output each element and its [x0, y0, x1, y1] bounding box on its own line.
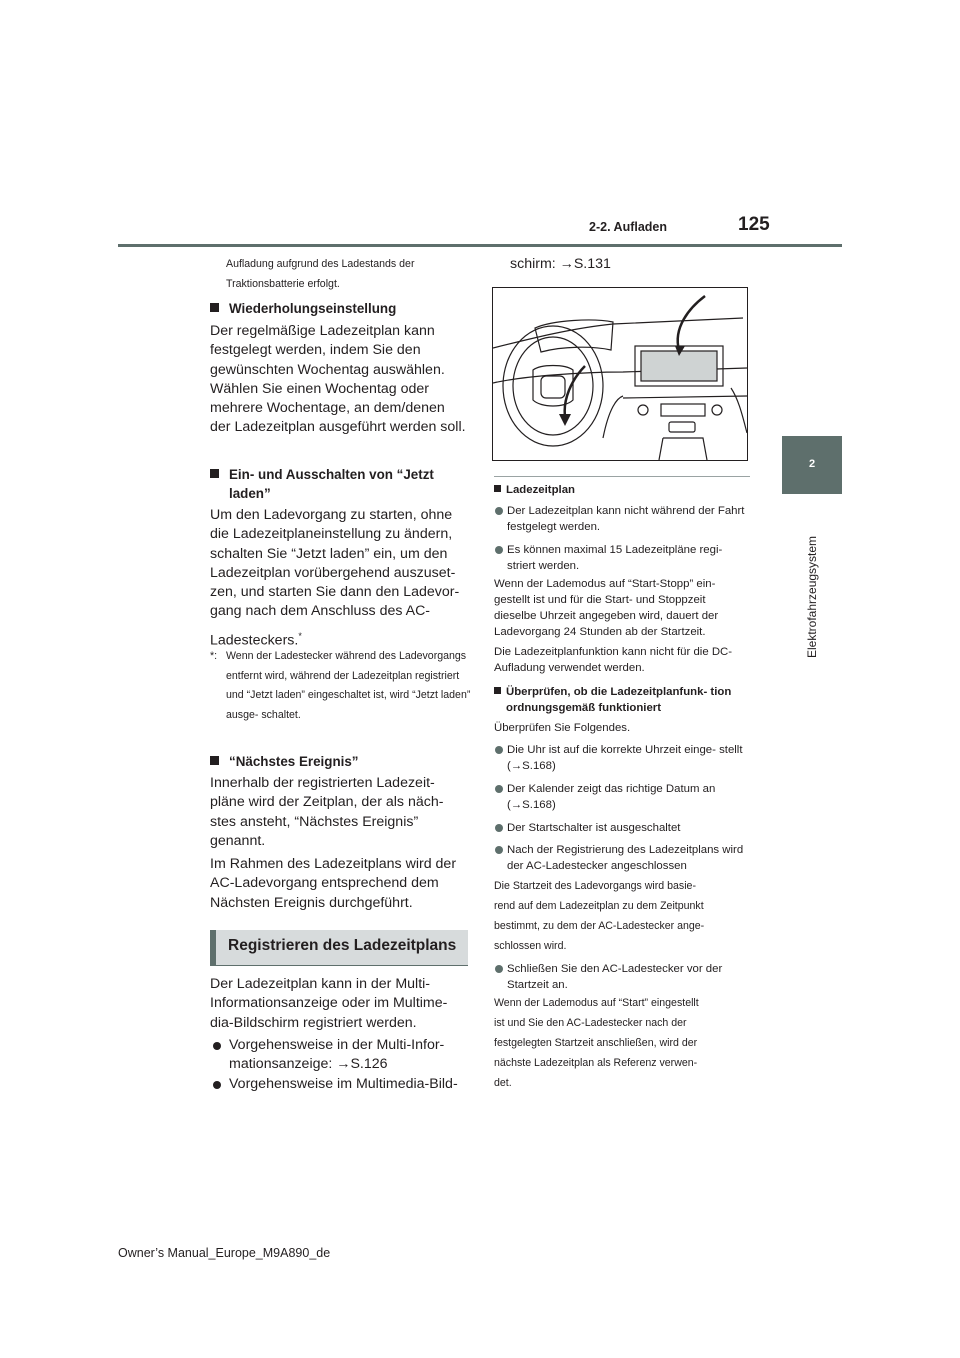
square-bullet-icon — [494, 687, 501, 694]
figure-rule — [494, 476, 750, 477]
section-title: Registrieren des Ladezeitplans — [228, 937, 457, 954]
bullet-item: Schließen Sie den AC-Ladestecker vor der Startzeit an. — [494, 961, 750, 993]
bullet-dot-icon — [213, 1081, 221, 1089]
paragraph: Der Ladezeitplan kann in der Multi- Informationsanzeige oder im Multime- dia-Bildschirm registriert werden. — [210, 976, 448, 1031]
intro-note-line: Traktionsbatterie erfolgt. — [226, 277, 340, 290]
paragraph: Wenn der Lademodus auf “Start” eingestellt ist und Sie den AC-Ladestecker nach der festgelegten Startzeit anschließen, wird der nächste Ladezeitplan als Referenz verwen- det. — [494, 997, 699, 1089]
bullet-dot-icon — [495, 546, 503, 554]
bullet-item: Nach der Registrierung des Ladezeitplans wird der AC-Ladestecker angeschlossen — [494, 842, 750, 874]
continued-text: schirm: →S.131 — [510, 256, 611, 272]
paragraph: Um den Ladevorgang zu starten, ohne die Ladezeitplaneinstellung zu ändern, schalten Sie “Jetzt laden” ein, um den Ladezeitplan vorübergehend auszuset- zen, und starten Sie dann den Ladevor- gang nach dem Anschluss des AC- Ladesteckers.* — [210, 507, 460, 649]
square-bullet-icon — [210, 756, 219, 765]
bullet-item: Die Uhr ist auf die korrekte Uhrzeit einge- stellt (→S.168) — [494, 742, 750, 774]
bullet-item: Der Ladezeitplan kann nicht während der Fahrt festgelegt werden. — [494, 503, 750, 535]
dashboard-illustration-svg — [493, 288, 747, 460]
bullet-dot-icon — [213, 1042, 221, 1050]
bullet-item: Vorgehensweise im Multimedia-Bild- — [210, 1075, 472, 1094]
subsection-heading: “Nächstes Ereignis” — [210, 752, 472, 771]
header-rule — [118, 244, 842, 247]
subsection-heading: Ladezeitplan — [494, 482, 750, 498]
paragraph: Die Ladezeitplanfunktion kann nicht für die DC-Aufladung verwendet werden. — [494, 646, 733, 674]
bullet-item: Es können maximal 15 Ladezeitpläne regi- striert werden. — [494, 542, 750, 574]
paragraph: Im Rahmen des Ladezeitplans wird der AC-Ladevorgang entsprechend dem Nächsten Ereignis durchgeführt. — [210, 856, 457, 911]
paragraph: Überprüfen Sie Folgendes. — [494, 722, 631, 734]
bullet-item: Der Kalender zeigt das richtige Datum an (→S.168) — [494, 781, 750, 813]
section-heading: 2-2. Aufladen — [589, 220, 668, 234]
footnote-marker: * — [298, 630, 302, 641]
chapter-tab-number: 2 — [808, 458, 816, 470]
dashboard-illustration — [492, 287, 748, 461]
square-bullet-icon — [210, 303, 219, 312]
bullet-dot-icon — [495, 846, 503, 854]
page-number: 125 — [738, 214, 770, 235]
bullet-dot-icon — [495, 965, 503, 973]
section-title-rule — [210, 965, 468, 966]
bullet-dot-icon — [495, 785, 503, 793]
paragraph: Der regelmäßige Ladezeitplan kann festgelegt werden, indem Sie den gewünschten Wochentag auswählen. Wählen Sie einen Wochentag oder mehrere Wochentage, an dem/denen der Ladezeitplan ausgeführt werden soll. — [210, 323, 466, 436]
square-bullet-icon — [494, 485, 501, 492]
bullet-dot-icon — [495, 824, 503, 832]
intro-note — [226, 255, 476, 294]
chapter-tab-label: Elektrofahrzeugsystem — [805, 535, 819, 658]
square-bullet-icon — [210, 469, 219, 478]
bullet-dot-icon — [495, 746, 503, 754]
subsection-heading: Ein- und Ausschalten von “Jetzt laden” — [210, 465, 472, 503]
paragraph: Die Startzeit des Ladevorgangs wird basie- rend auf dem Ladezeitplan zu dem Zeitpunkt bestimmt, zu dem der AC-Ladestecker ange- schlossen wird. — [494, 880, 705, 952]
subsection-heading: Wiederholungseinstellung — [210, 299, 472, 318]
subsection-heading: Überprüfen, ob die Ladezeitplanfunk- tion ordnungsgemäß funktioniert — [494, 684, 750, 716]
section-title-box — [210, 930, 468, 965]
paragraph: Wenn der Lademodus auf “Start-Stopp” ein- gestellt ist und für die Start- und Stoppzeit dieselbe Uhrzeit angegeben wird, dauert der Ladevorgang 24 Stunden ab der Startzeit. — [494, 578, 719, 638]
footnote: *: Wenn der Ladestecker während des Ladevorgangs entfernt wird, während der Ladezeitplan registriert und “Jetzt laden” eingeschaltet ist, wird “Jetzt laden” ausge- schaltet. — [210, 650, 471, 721]
bullet-item: Der Startschalter ist ausgeschaltet — [494, 820, 750, 836]
bullet-dot-icon — [495, 507, 503, 515]
footer-text: Owner’s Manual_Europe_M9A890_de — [118, 1246, 331, 1260]
bullet-item: Vorgehensweise in der Multi-Infor- mationsanzeige: →S.126 — [210, 1036, 468, 1075]
paragraph: Innerhalb der registrierten Ladezeit- pläne wird der Zeitplan, der als näch- stes ansteht, “Nächstes Ereignis” genannt. — [210, 775, 444, 849]
intro-note-line: Aufladung aufgrund des Ladestands der — [226, 258, 415, 270]
